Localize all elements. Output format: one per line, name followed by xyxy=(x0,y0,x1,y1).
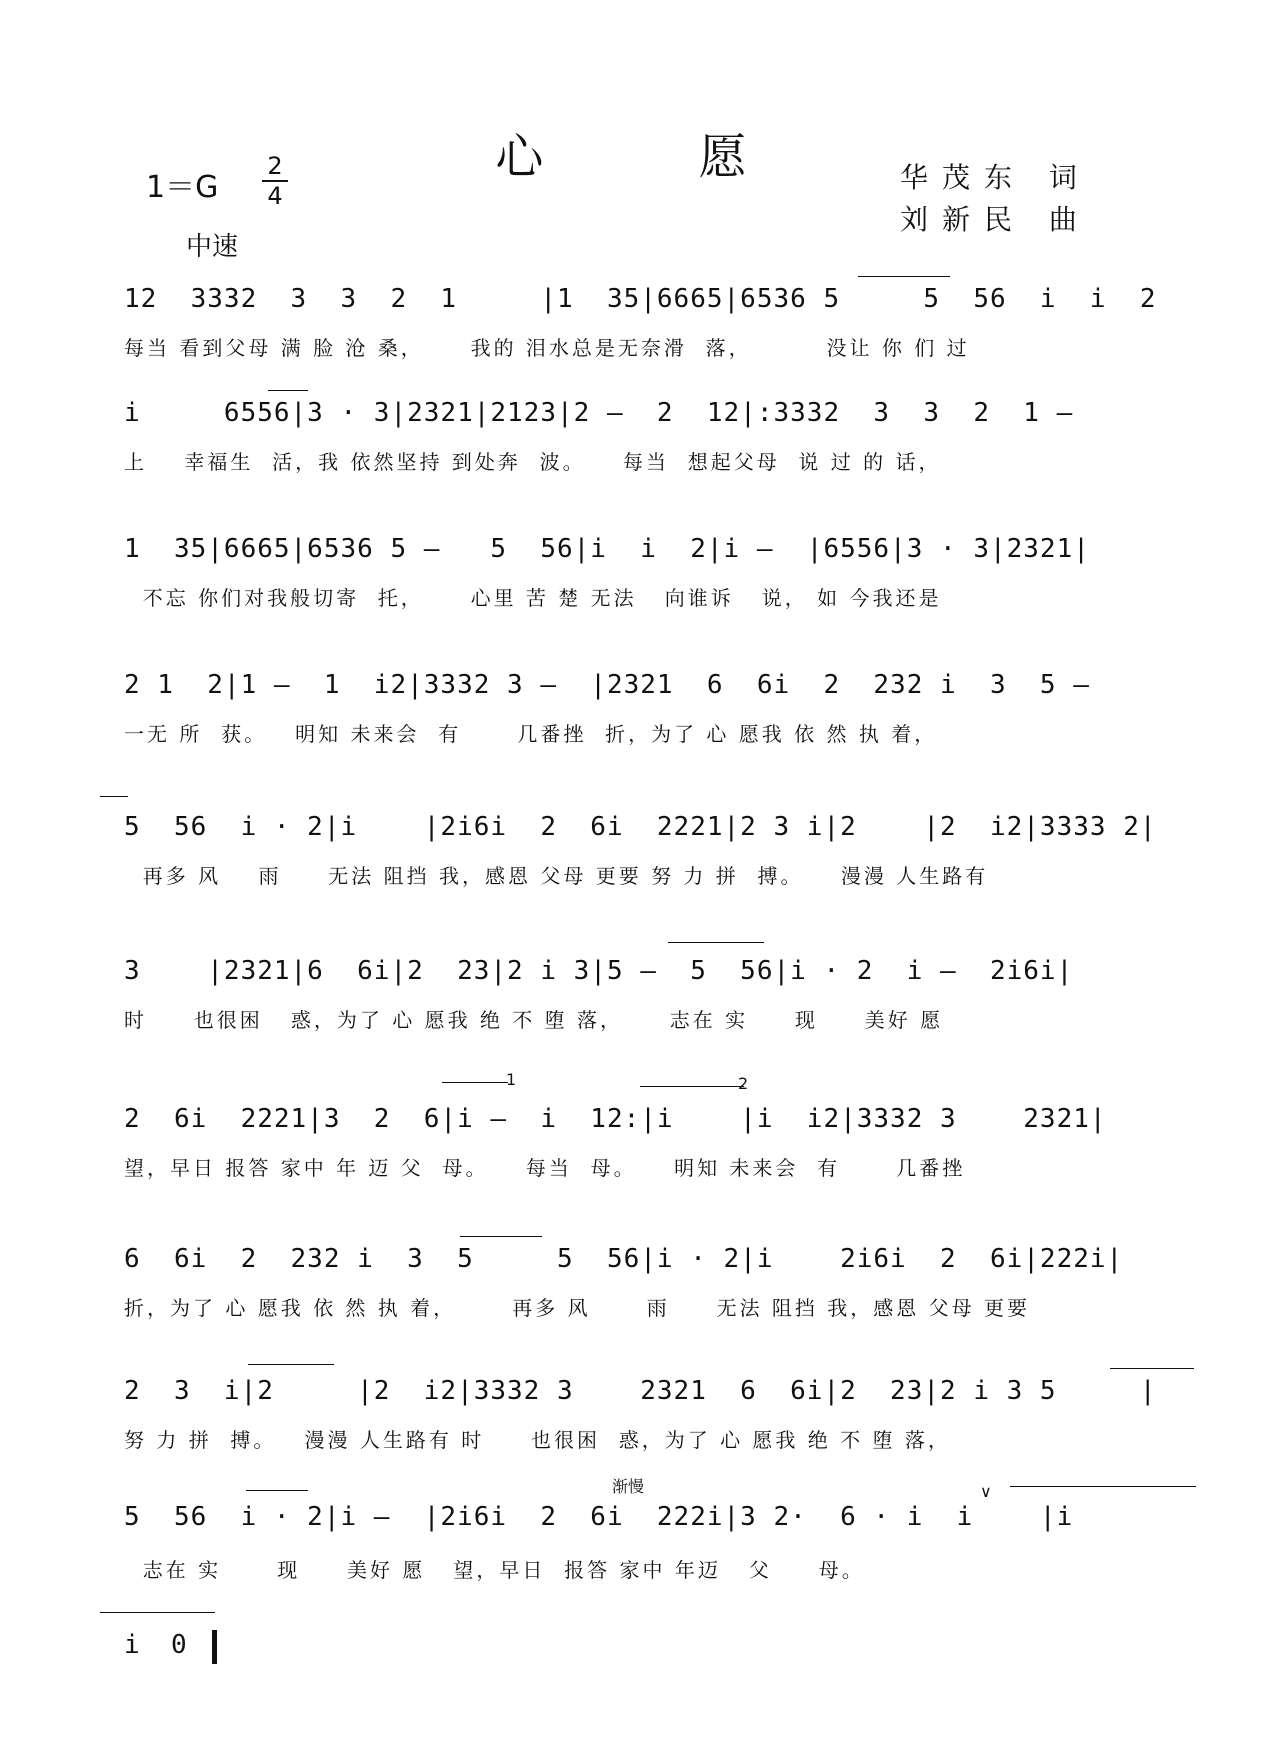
meter-denominator: 4 xyxy=(267,182,283,210)
lyric-line: 望，早日 报答 家中 年 迈 父 母。 每当 母。 明知 未来会 有 几番挫 xyxy=(124,1156,966,1180)
second-ending-bracket xyxy=(640,1086,744,1093)
meter-numerator: 2 xyxy=(262,152,288,182)
final-notation: i 0 xyxy=(124,1630,187,1660)
final-slur xyxy=(100,1612,215,1613)
lyricist-credit: 华茂东 词 xyxy=(900,161,1091,194)
tempo-marking: 中速 xyxy=(186,232,239,262)
slur xyxy=(460,1236,542,1243)
notation-line: 1 35|6665|6536 5 — 5 56|i i 2|i — |6556|3 · 3|2321| xyxy=(124,534,1090,564)
final-barline xyxy=(212,1630,217,1664)
lyric-line: 折，为了 心 愿我 依 然 执 着， 再多 风 雨 无法 阻挡 我，感恩 父母 更要 xyxy=(124,1296,1031,1320)
slur xyxy=(246,1490,308,1497)
key-signature: 1＝G xyxy=(146,170,219,205)
lyric-line: 努 力 拼 搏。 漫漫 人生路有 时 也很困 惑，为了 心 愿我 绝 不 堕 落， xyxy=(124,1428,951,1452)
notation-line: i 6556|3 · 3|2321|2123|2 — 2 12|:3332 3 3 2 1 — xyxy=(124,398,1074,428)
lyric-line: 不忘 你们对我般切寄 托， 心里 苦 楚 无法 向谁诉 说， 如 今我还是 xyxy=(124,586,942,610)
ritardando-marking: 渐慢 xyxy=(612,1477,645,1496)
slur xyxy=(1010,1486,1196,1493)
composer-credit: 刘新民 曲 xyxy=(900,203,1091,236)
notation-line: 6 6i 2 232 i 3 5 5 56|i · 2|i 2i6i 2 6i|222i| xyxy=(124,1244,1124,1274)
notation-line: 2 3 i|2 |2 i2|3332 3 2321 6 6i|2 23|2 i 3 5 | xyxy=(124,1376,1157,1406)
lyric-line: 上 幸福生 活，我 依然坚持 到处奔 波。 每当 想起父母 说 过 的 话， xyxy=(124,450,942,474)
lyric-line: 每当 看到父母 满 脸 沧 桑， 我的 泪水总是无奈滑 落， 没让 你 们 过 xyxy=(124,336,970,360)
notation-line: 2 6i 2221|3 2 6|i — i 12:|i |i i2|3332 3 2321| xyxy=(124,1104,1107,1134)
first-ending-bracket xyxy=(442,1082,508,1089)
slur xyxy=(268,390,308,397)
page-title: 心 愿 xyxy=(495,129,817,185)
slur xyxy=(858,276,950,283)
notation-line: 12 3332 3 3 2 1 |1 35|6665|6536 5 5 56 i i 2 xyxy=(124,284,1157,314)
breath-mark: ∨ xyxy=(980,1482,992,1501)
second-ending-number: 2 xyxy=(738,1074,749,1093)
slur xyxy=(100,796,128,803)
lyric-line: 时 也很困 惑，为了 心 愿我 绝 不 堕 落， 志在 实 现 美好 愿 xyxy=(124,1008,944,1032)
lyric-line: 志在 实 现 美好 愿 望，早日 报答 家中 年迈 父 母。 xyxy=(124,1558,865,1582)
first-ending-number: 1 xyxy=(506,1070,517,1089)
notation-line: 5 56 i · 2|i |2i6i 2 6i 2221|2 3 i|2 |2 i2|3333 2| xyxy=(124,812,1157,842)
notation-line: 5 56 i · 2|i — |2i6i 2 6i 222i|3 2· 6 · i i |i xyxy=(124,1502,1074,1532)
time-signature xyxy=(262,152,288,210)
slur xyxy=(668,942,764,949)
lyric-line: 再多 风 雨 无法 阻挡 我，感恩 父母 更要 努 力 拼 搏。 漫漫 人生路有 xyxy=(124,864,989,888)
slur xyxy=(1110,1368,1194,1375)
notation-line: 3 |2321|6 6i|2 23|2 i 3|5 — 5 56|i · 2 i — 2i6i| xyxy=(124,956,1074,986)
slur xyxy=(248,1364,334,1371)
notation-line: 2 1 2|1 — 1 i2|3332 3 — |2321 6 6i 2 232 i 3 5 — xyxy=(124,670,1090,700)
lyric-line: 一无 所 获。 明知 未来会 有 几番挫 折，为了 心 愿我 依 然 执 着， xyxy=(124,722,938,746)
